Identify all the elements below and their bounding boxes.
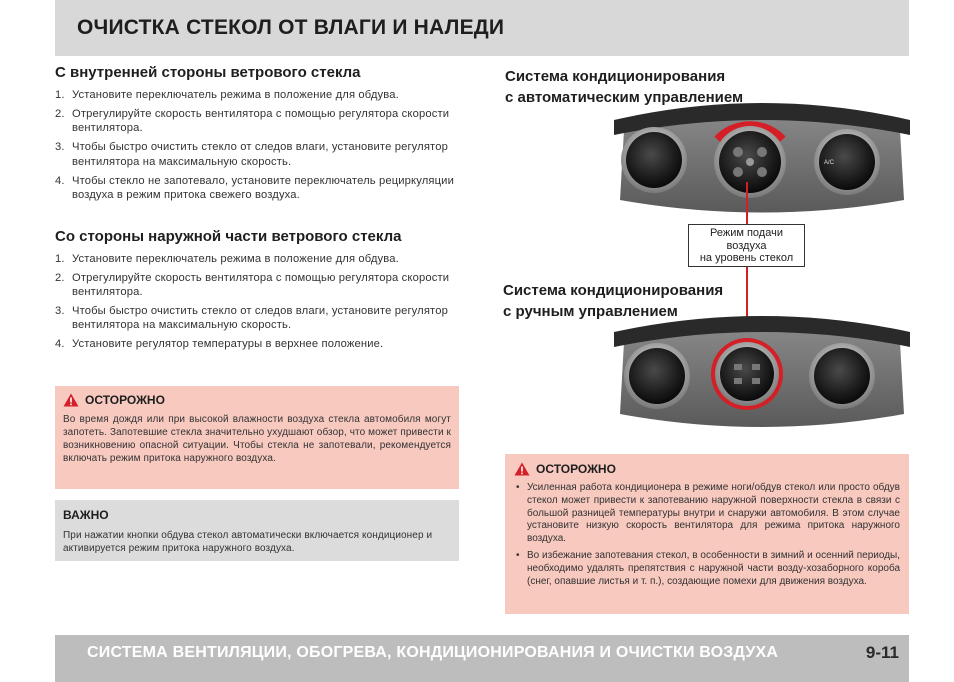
list-item: 2. Отрегулируйте скорость вентилятора с помощью регулятора скорости вентилятора.	[55, 108, 450, 135]
list-item: 2. Отрегулируйте скорость вентилятора с помощью регулятора скорости вентилятора.	[55, 271, 450, 299]
list-item: 3. Чтобы быстро очистить стекло от следов влаги, установите регулятор вентилятора на максимальную скорость.	[55, 141, 448, 168]
instructions-column	[55, 64, 459, 356]
auto-climate-title: Система кондиционирования с автоматическим управлением	[505, 68, 744, 106]
warning-title: ОСТОРОЖНО	[536, 462, 616, 476]
warning-box-left	[55, 386, 459, 489]
callout-line-top	[746, 182, 748, 224]
note-title: ВАЖНО	[63, 508, 109, 522]
warning-triangle-icon	[63, 393, 79, 407]
auto-climate-panel-image	[614, 100, 910, 220]
list-item: 4. Установите регулятор температуры в верхнее положение.	[55, 338, 384, 351]
warning-heading	[514, 462, 900, 476]
warning-text: Во время дождя или при высокой влажности воздуха стекла автомобиля могут запотеть. Запотевшие стекла значительно ухудшают обзор, что может привести к возникновению опасной ситуации. Чтобы стекла не запотевали, рекомендуется включать режим притока наружного воздуха.	[63, 414, 451, 464]
warning-box-right	[505, 454, 909, 614]
page-header	[55, 0, 909, 56]
manual-climate-title: Система кондиционирования с ручным управлением	[503, 282, 724, 320]
page-footer	[55, 635, 909, 682]
auto-ac-label: A/C	[824, 160, 835, 166]
warning-heading	[63, 393, 451, 407]
manual-climate-panel-image	[614, 314, 910, 436]
air-mode-callout: Режим подачи воздуха на уровень стекол	[688, 224, 805, 267]
outside-section-title: Со стороны наружной части ветрового стекла	[55, 227, 402, 245]
inside-section	[55, 64, 459, 203]
page-title: ОЧИСТКА СТЕКОЛ ОТ ВЛАГИ И НАЛЕДИ	[77, 16, 505, 39]
list-item: 1. Установите переключатель режима в положение для обдува.	[55, 252, 399, 265]
inside-steps	[55, 88, 459, 203]
list-item: 1. Установите переключатель режима в положение для обдува.	[55, 89, 399, 101]
footer-title: СИСТЕМА ВЕНТИЛЯЦИИ, ОБОГРЕВА, КОНДИЦИОНИРОВАНИЯ И ОЧИСТКИ ВОЗДУХА	[87, 644, 779, 661]
note-text: При нажатии кнопки обдува стекол автоматически включается кондиционер и активируется режим притока наружного воздуха.	[63, 530, 433, 554]
inside-section-title: С внутренней стороны ветрового стекла	[55, 64, 361, 81]
warning-triangle-icon	[514, 462, 530, 476]
list-item: 4. Чтобы стекло не запотевало, установите переключатель рециркуляции воздуха в режим притока свежего воздуха.	[55, 174, 454, 202]
warning-list	[514, 482, 900, 588]
list-item: • Во избежание запотевания стекол, в особенности в зимний и осенний периоды, необходимо удалять препятствия с наружной части возду-хозаборного короба (снег, опавшие листья и т. п.), создающие помехи для движения воздуха.	[516, 549, 900, 587]
note-box	[55, 500, 459, 561]
list-item: • Усиленная работа кондиционера в режиме ноги/обдув стекол или просто обдув стекол может привести к запотеванию наружной поверхности стекла в связи с большой разницей температуры внутри и снаружи автомобиля. В этом случае установите низкую скорость вентилятора для режима притока наружного воздуха.	[516, 482, 900, 545]
list-item: 3. Чтобы быстро очистить стекло от следов влаги, установите регулятор вентилятора на максимальную скорость.	[55, 305, 448, 332]
page-number: 9-11	[865, 643, 899, 662]
outside-steps	[55, 252, 459, 352]
warning-title: ОСТОРОЖНО	[85, 393, 165, 407]
outside-section	[55, 228, 459, 352]
